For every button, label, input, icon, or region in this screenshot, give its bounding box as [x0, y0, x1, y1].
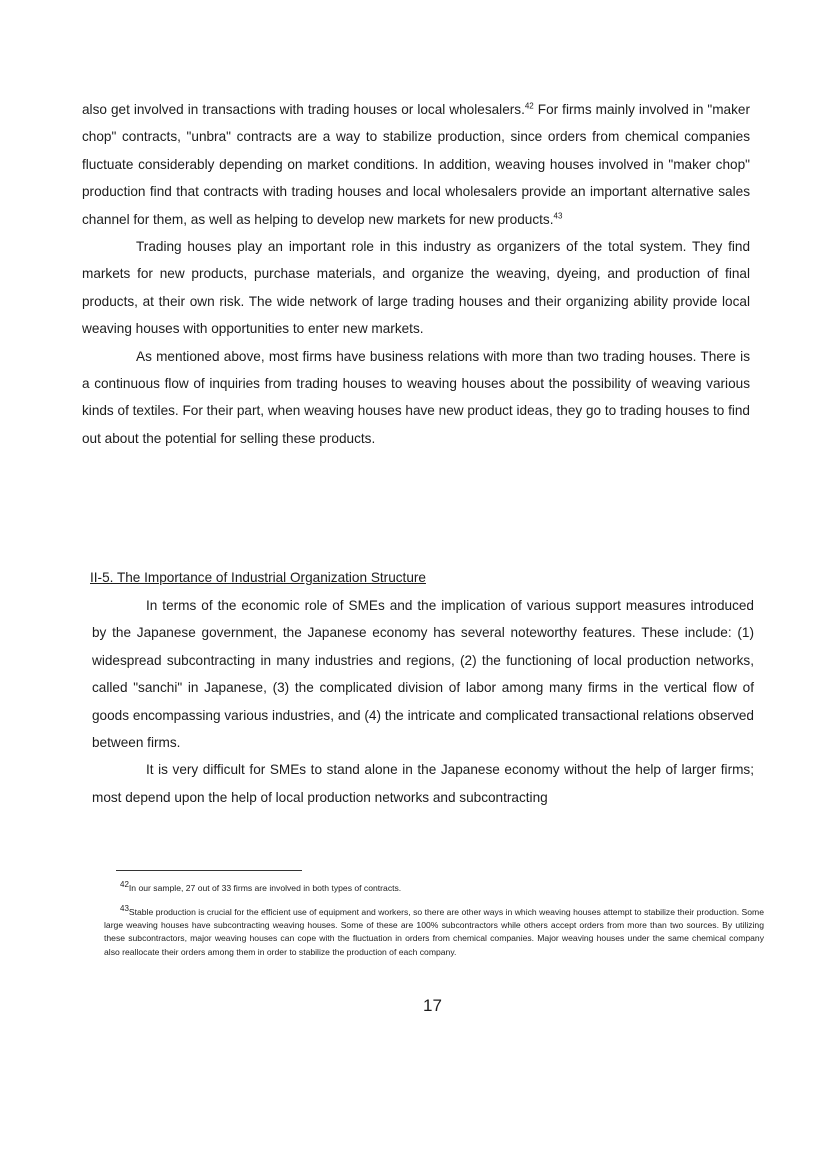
body-text-bottom [92, 592, 754, 811]
paragraph-1: also get involved in transactions with trading houses or local wholesalers.$^{42}$ For firms mainly involved in "maker chop" contracts, "unbra" contracts are a way to stabilize production, since orders from chemical companies fluctuate considerably depending on market conditions. In addition, weaving houses involved in "maker chop" production find that contracts with trading houses and local wholesalers provide an important alternative sales channel for them, as well as helping to develop new markets for new products.$^{43}$ [82, 101, 750, 227]
footnote-ref-42: 42 [524, 101, 534, 111]
paragraph-2: Trading houses play an important role in this industry as organizers of the total system. They find markets for new products, purchase materials, and organize the weaving, dyeing, and production of final products, at their own risk. The wide network of large trading houses and their organizing ability provide local weaving houses with opportunities to enter new markets. [82, 239, 750, 337]
page-number: 17 [423, 996, 442, 1015]
footnote-divider [116, 870, 302, 871]
body-text-top [82, 96, 750, 452]
footnote-43: $^{43}$Stable production is crucial for the efficient use of equipment and workers, so there are other ways in which weaving houses attempt to stabilize their production. Some large weaving houses have subcontracting weaving houses. Some of these are 100% subcontractors while others accept orders from more than two sources. By utilizing these subcontractors, major weaving houses can cope with the fluctuation in orders from chemical companies. Major weaving houses under the same chemical company also reallocate their orders among them in order to stabilize the production of each company. [104, 904, 764, 957]
paragraph-4: In terms of the economic role of SMEs and the implication of various support measures introduced by the Japanese government, the Japanese economy has several noteworthy features. These include: (1) widespread subcontracting in many industries and regions, (2) the functioning of local production networks, called "sanchi" in Japanese, (3) the complicated division of labor among many firms in the vertical flow of goods encompassing various industries, and (4) the intricate and complicated transactional relations observed between firms. [92, 598, 754, 751]
section-heading: II-5. The Importance of Industrial Organization Structure [90, 570, 426, 585]
paragraph-5: It is very difficult for SMEs to stand alone in the Japanese economy without the help of larger firms; most depend upon the help of local production networks and subcontracting [92, 762, 754, 805]
paragraph-3: As mentioned above, most firms have business relations with more than two trading houses. There is a continuous flow of inquiries from trading houses to weaving houses about the possibility of weaving various kinds of textiles. For their part, when weaving houses have new product ideas, they go to trading houses to find out about the potential for selling these products. [82, 348, 750, 446]
footnote-42: $^{42}$In our sample, 27 out of 33 firms are involved in both types of contracts. [120, 880, 402, 893]
footnote-ref-43: 43 [553, 211, 563, 221]
